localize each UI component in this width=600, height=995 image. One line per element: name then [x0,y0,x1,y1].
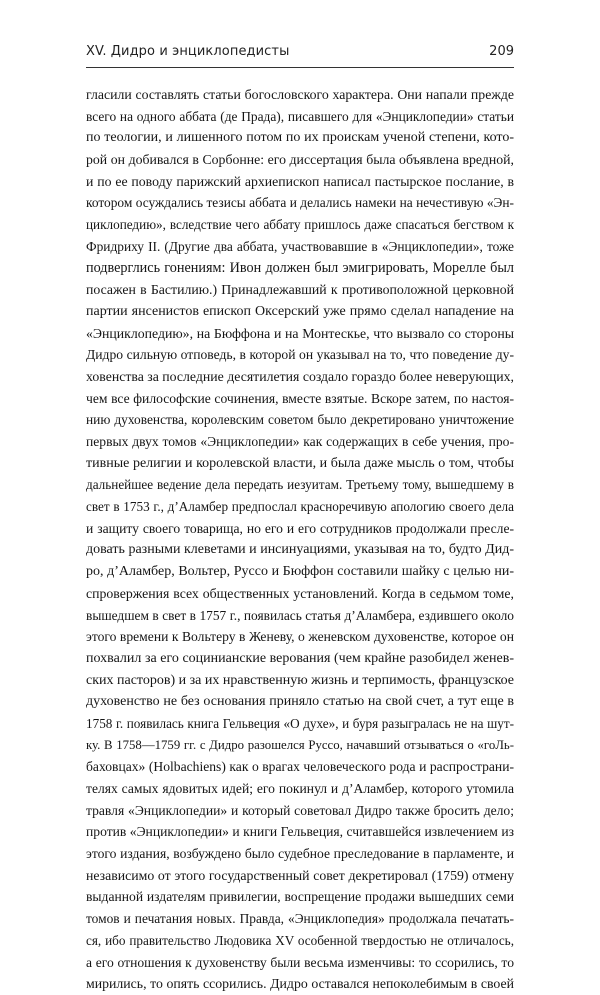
text-line: а его отношения к духовенству были весьма изменчивы: то ссорились, то [86,954,514,970]
text-line: по теологии, и лишенного потом по их проискам ученой степени, кото- [86,130,514,146]
text-line: ро, д’Аламбер, Вольтер, Руссо и Бюффон составили шайку с целью ни- [86,564,514,580]
text-line: баховцах» (Holbachiens) как о врагах человеческого рода и распространи- [86,759,514,775]
text-line: посажен в Бастилию.) Принадлежавший к противоположной церковной [86,282,514,298]
page-number: 209 [489,44,514,59]
text-line: этого издания, возбуждено было судебное преследование в парламенте, и [86,846,514,862]
text-line: всего на одного аббата (де Прада), писавшего для «Энциклопедии» статьи [86,108,514,124]
text-line: дальнейшее ведение дела передать иезуитам. Третьему тому, вышедшему в [86,477,514,493]
text-line: чем все философские сочинения, вместе взятые. Вскоре затем, по настоя- [86,390,514,406]
text-line: подверглись гонениям: Ивон должен был эмигрировать, Морелле был [86,259,514,276]
text-line: ховенства за последние десятилетия создало гораздо более неверующих, [86,368,514,384]
text-line: 1758 г. появилась книга Гельвеция «О духе», и буря разыгралась не на шут- [86,715,514,731]
text-line: телях самых ядовитых идей; его покинул и д’Аламбер, которого утомила [86,781,514,796]
text-line: Фридриху II. (Другие два аббата, участвовавшие в «Энциклопедии», тоже [86,238,514,254]
text-line: вышедшем в свет в 1757 г., появилась статья д’Аламбера, ездившего около [86,607,514,623]
text-line: ских пасторов) и за их нравственную жизнь и терпимость, французское [86,672,514,688]
text-line: Дидро сильную отповедь, в которой он указывал на то, что поведение ду- [86,347,514,363]
text-line: против «Энциклопедии» и книги Гельвеция, считавшейся извлечением из [86,824,514,840]
text-line: выданной издателям привилегии, воспрещение продажи вышедших семи [86,889,514,905]
text-line: спровержения всех общественных установлений. Когда в седьмом томе, [86,585,514,601]
text-line: ся, ибо правительство Людовика XV особенной твердостью не отличалось, [86,932,514,948]
text-line: духовенство не без основания приняло статью на свой счет, а тут еще в [86,694,514,710]
text-line: мирились, то опять ссорились. Дидро оставался непоколебимым в своей [86,976,514,992]
text-line: довать разными клеветами и инсинуациями, указывая на то, будто Дид- [86,542,514,558]
text-line: «Энциклопедию», на Бюффона и на Монтескье, что вызвало со стороны [86,325,514,341]
text-line: гласили составлять статьи богословского характера. Они напали прежде [86,87,514,102]
text-line: котором осуждались тезисы аббата и делались намеки на нечестивую «Эн- [86,195,514,211]
body-text [86,84,514,995]
text-line: нию духовенства, королевским советом было декретировано уничтожение [86,412,514,428]
text-line: свет в 1753 г., д’Аламбер предпослал красноречивую апологию своего дела [86,499,514,515]
text-line: партии янсенистов епископ Оксерский уже прямо сделал нападение на [86,303,514,319]
text-line: рой он добивался в Сорбонне: его диссертация была объявлена вредной, [86,152,514,168]
chapter-title: XV. Дидро и энциклопедисты [86,44,290,59]
text-line: ку. В 1758—1759 гг. с Дидро разошелся Руссо, начавший отзываться о «гоЛь- [86,737,514,752]
text-line: томов и печатания новых. Правда, «Энциклопедия» продолжала печатать- [86,911,514,927]
text-line: независимо от этого государственный совет декретировал (1759) отмену [86,867,514,883]
text-line: и защиту своего товарища, но его и его сотрудников продолжали пресле- [86,520,514,536]
text-line: тивные религии и королевской власти, и была даже мысль о том, чтобы [86,455,514,471]
text-line: похвалил за его социнианские верования (чем крайне разобидел женев- [86,650,514,666]
running-head [86,44,514,66]
text-line: и по ее поводу парижский архиепископ написал пастырское послание, в [86,173,514,189]
text-line: первых двух томов «Энциклопедии» как содержащих в себе учения, про- [86,434,514,449]
text-line: этого времени к Вольтеру в Женеву, о женевском духовенстве, которое он [86,629,514,645]
text-line: травля «Энциклопедии» и который советовал Дидро также бросить дело; [86,802,514,818]
header-rule [86,67,514,68]
text-line: циклопедию», вследствие чего аббату пришлось даже спасаться бегством к [86,217,514,233]
